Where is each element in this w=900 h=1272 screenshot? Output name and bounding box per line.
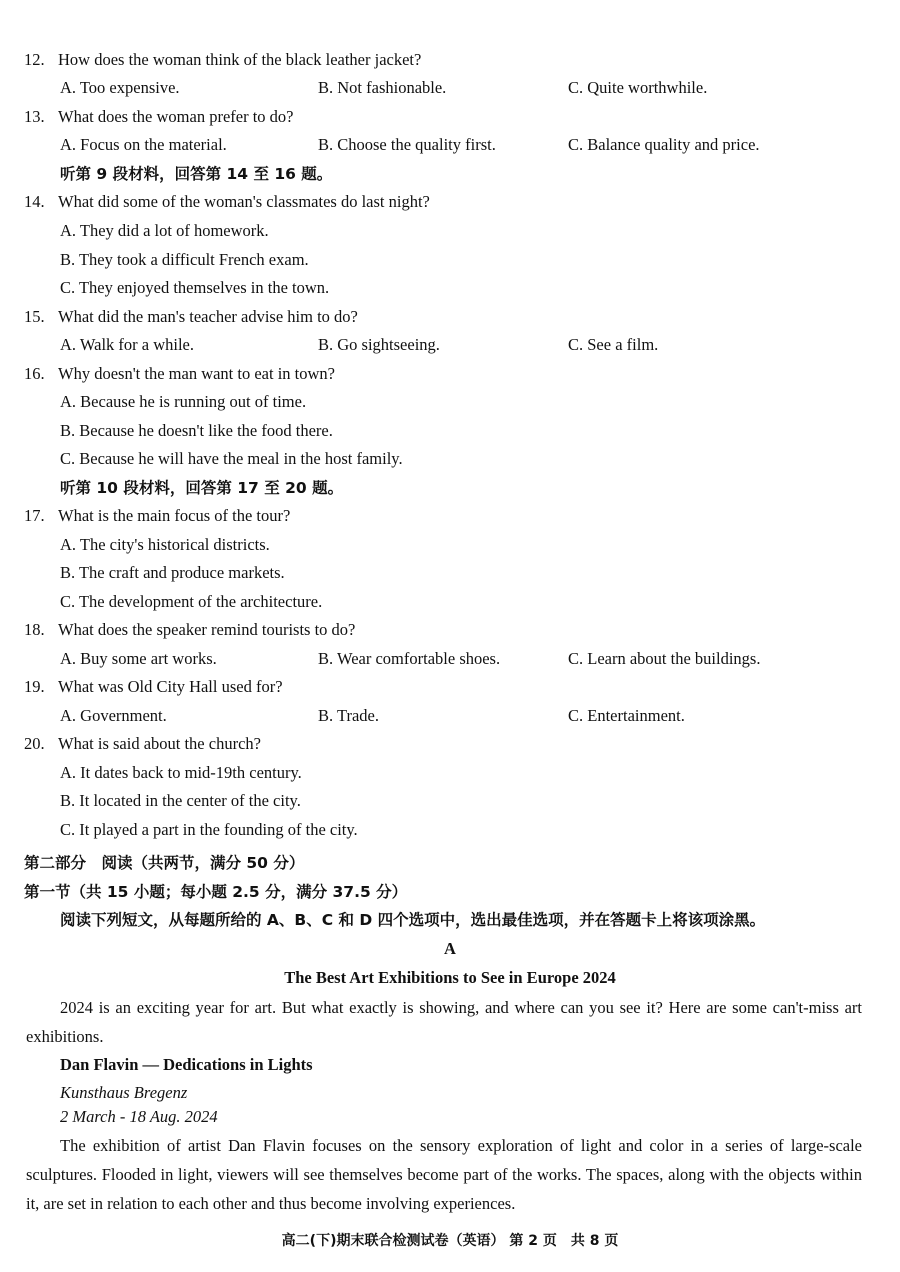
question-number: 14. (24, 192, 45, 211)
option-b: B. Trade. (318, 706, 379, 725)
question-number: 12. (24, 50, 45, 69)
option-c: C. Because he will have the meal in the host family. (60, 449, 403, 468)
option-b: B. It located in the center of the city. (60, 791, 301, 810)
question-text: What did some of the woman's classmates do last night? (58, 192, 430, 211)
option-b: B. Wear comfortable shoes. (318, 649, 501, 668)
option-b: B. The craft and produce markets. (60, 563, 285, 582)
section-heading: 第一节（共 15 小题；每小题 2.5 分，满分 37.5 分） (24, 883, 408, 901)
exhibit-body: The exhibition of artist Dan Flavin focuses on the sensory exploration of light and color in a series of large-scale sculptures. Flooded in light, viewers will see themselves become part of the works. The spaces, along with the objects within it, are set in relation to each other and thus become involving experiences. (26, 1136, 862, 1213)
exhibit-venue: Kunsthaus Bregenz (60, 1083, 188, 1102)
option-c: C. Balance quality and price. (568, 135, 760, 154)
passage-letter: A (444, 939, 456, 958)
question-text: What is said about the church? (58, 734, 261, 753)
option-b: B. They took a difficult French exam. (60, 250, 309, 269)
option-a: A. Government. (60, 706, 167, 725)
question-text: Why doesn't the man want to eat in town? (58, 364, 335, 383)
question-text: What does the woman prefer to do? (58, 107, 294, 126)
section-instruction: 听第 10 段材料，回答第 17 至 20 题。 (60, 479, 344, 497)
question-number: 18. (24, 620, 45, 639)
question-text: How does the woman think of the black leather jacket? (58, 50, 422, 69)
option-b: B. Because he doesn't like the food there. (60, 421, 333, 440)
exhibit-title: Dan Flavin — Dedications in Lights (60, 1055, 313, 1074)
option-c: C. The development of the architecture. (60, 592, 323, 611)
option-b: B. Not fashionable. (318, 78, 447, 97)
option-b: B. Choose the quality first. (318, 135, 496, 154)
question-text: What does the speaker remind tourists to do? (58, 620, 356, 639)
question-number: 17. (24, 506, 45, 525)
option-c: C. Quite worthwhile. (568, 78, 708, 97)
reading-instructions: 阅读下列短文，从每题所给的 A、B、C 和 D 四个选项中，选出最佳选项，并在答题卡上将该项涂黑。 (60, 911, 766, 929)
passage-title: The Best Art Exhibitions to See in Europe 2024 (284, 968, 616, 987)
passage-intro: 2024 is an exciting year for art. But what exactly is showing, and where can you see it? Here are some can't-miss art exhibitions. (26, 998, 862, 1046)
question-text: What is the main focus of the tour? (58, 506, 291, 525)
question-number: 19. (24, 677, 45, 696)
option-c: C. Entertainment. (568, 706, 685, 725)
option-c: C. They enjoyed themselves in the town. (60, 278, 330, 297)
question-number: 20. (24, 734, 45, 753)
option-a: A. Focus on the material. (60, 135, 227, 154)
option-a: A. Because he is running out of time. (60, 392, 307, 411)
question-text: What was Old City Hall used for? (58, 677, 283, 696)
part-heading: 第二部分 阅读（共两节，满分 50 分） (24, 854, 305, 872)
option-a: A. Walk for a while. (60, 335, 194, 354)
question-number: 15. (24, 307, 45, 326)
question-text: What did the man's teacher advise him to do? (58, 307, 358, 326)
question-number: 16. (24, 364, 45, 383)
question-number: 13. (24, 107, 45, 126)
option-a: A. Too expensive. (60, 78, 180, 97)
option-a: A. The city's historical districts. (60, 535, 270, 554)
section-instruction: 听第 9 段材料，回答第 14 至 16 题。 (60, 165, 333, 183)
page-footer: 高二(下)期末联合检测试卷（英语） 第 2 页 共 8 页 (281, 1233, 619, 1249)
option-a: A. It dates back to mid-19th century. (60, 763, 302, 782)
option-c: C. See a film. (568, 335, 659, 354)
option-c: C. Learn about the buildings. (568, 649, 761, 668)
option-c: C. It played a part in the founding of the city. (60, 820, 358, 839)
option-a: A. Buy some art works. (60, 649, 217, 668)
exhibit-dates: 2 March - 18 Aug. 2024 (60, 1107, 218, 1126)
option-a: A. They did a lot of homework. (60, 221, 269, 240)
option-b: B. Go sightseeing. (318, 335, 440, 354)
